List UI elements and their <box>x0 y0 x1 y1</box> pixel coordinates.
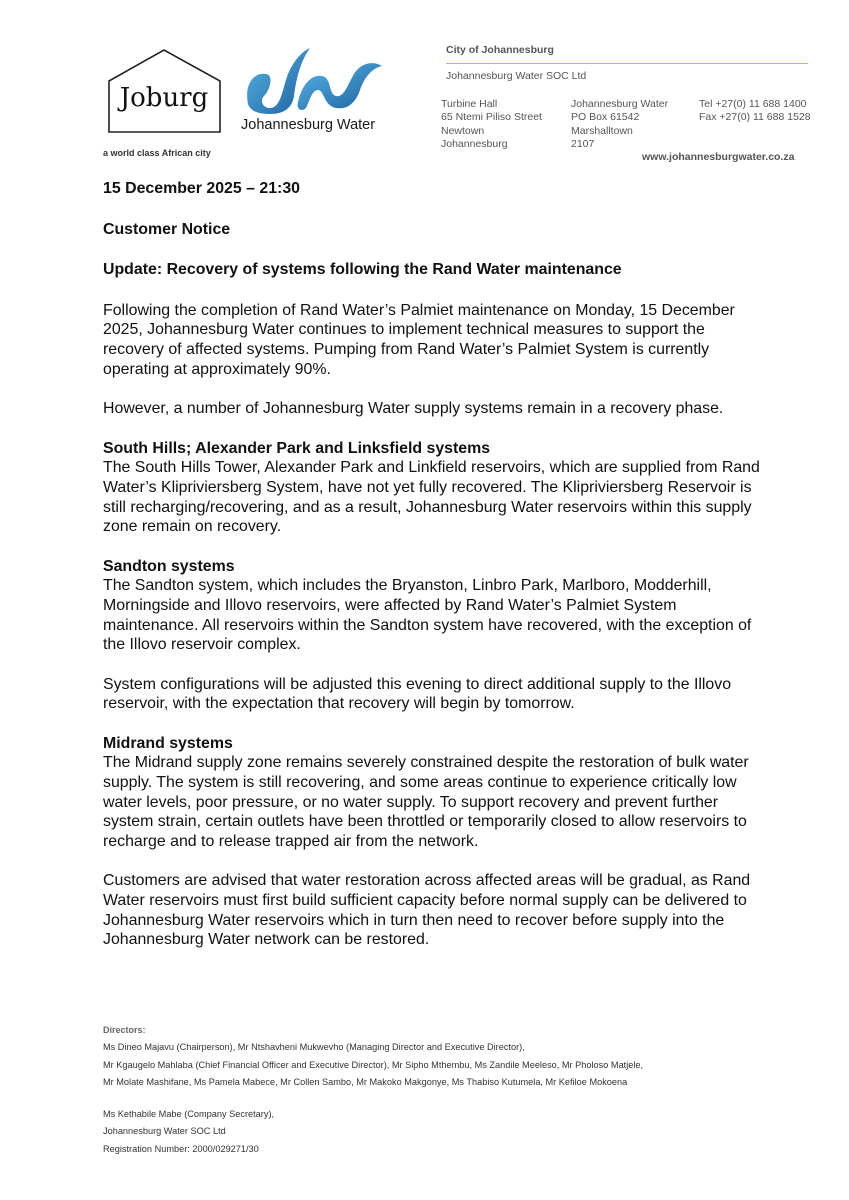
intro-paragraph: Following the completion of Rand Water’s Palmiet maintenance on Monday, 15 December 2025, Johannesburg Water continues to implement technical measures to support the recovery of affected systems. Pumping from Rand Water’s Palmiet System is currently operating at approximately 90%. <box>103 301 735 378</box>
company-name: Johannesburg Water SOC Ltd <box>446 70 587 82</box>
directors-line: Ms Dineo Majavu (Chairperson), Mr Ntshavheni Mukwevho (Managing Director and Executive Director), <box>103 1042 525 1053</box>
update-title: Update: Recovery of systems following the Rand Water maintenance <box>103 261 622 279</box>
physical-address <box>441 98 542 151</box>
address-line: Turbine Hall <box>441 98 498 110</box>
directors-label: Directors: <box>103 1025 146 1035</box>
company-secretary: Ms Kethabile Mabe (Company Secretary), <box>103 1109 275 1119</box>
johannesburg-water-logo-name: Johannesburg Water <box>241 117 376 133</box>
directors-line: Mr Molate Mashifane, Ms Pamela Mabece, Mr Collen Sambo, Mr Makoko Makgonye, Ms Thabiso Kutumela, Mr Kefiloe Mokoena <box>103 1076 628 1087</box>
section-heading-sandton: Sandton systems <box>103 557 235 575</box>
section-heading-south-hills: South Hills; Alexander Park and Linksfield systems <box>103 439 491 457</box>
footer-company-name: Johannesburg Water SOC Ltd <box>103 1126 226 1137</box>
address-line: 65 Ntemi Piliso Street <box>441 111 542 124</box>
customers-paragraph: Customers are advised that water restoration across affected areas will be gradual, as Rand Water reservoirs must first build sufficient capacity before normal supply can be delivered to Johannesburg Water reservoirs which in turn then need to recover before supply into the Johannesburg Water network can be restored. <box>103 872 751 949</box>
telephone: Tel +27(0) 11 688 1400 <box>699 98 807 110</box>
address-line: Johannesburg Water <box>571 98 669 110</box>
registration-number: Registration Number: 2000/029271/30 <box>103 1143 259 1154</box>
joburg-logo-text: Joburg <box>119 83 209 113</box>
fax: Fax +27(0) 11 688 1528 <box>699 111 811 124</box>
joburg-logo <box>107 46 222 134</box>
recovery-paragraph: However, a number of Johannesburg Water supply systems remain in a recovery phase. <box>103 400 724 418</box>
website-link[interactable]: www.johannesburgwater.co.za <box>642 151 795 163</box>
johannesburg-water-logo <box>240 44 390 120</box>
joburg-tagline: a world class African city <box>103 148 211 158</box>
notice-body <box>103 179 763 970</box>
company-details <box>103 1106 274 1158</box>
address-line: 2107 <box>571 137 595 150</box>
directors-block <box>103 1022 643 1091</box>
city-name: City of Johannesburg <box>446 44 554 56</box>
contact-numbers <box>699 98 811 125</box>
notice-type: Customer Notice <box>103 220 231 238</box>
section-heading-midrand: Midrand systems <box>103 734 233 752</box>
letterhead-divider <box>446 63 808 64</box>
address-line: Marshalltown <box>571 124 633 137</box>
notice-date: 15 December 2025 – 21:30 <box>103 180 301 197</box>
postal-address <box>571 98 668 151</box>
midrand-paragraph: The Midrand supply zone remains severely constrained despite the restoration of bulk water supply. The system is still recovering, and some areas continue to experience critically low water levels, poor pressure, or no water supply. To support recovery and prevent further system strain, certain outlets have been throttled or temporarily closed to allow reservoirs to recharge and to release trapped air from the network. <box>103 754 749 850</box>
directors-line: Mr Kgaugelo Mahlaba (Chief Financial Officer and Executive Director), Mr Sipho Mthembu, Ms Zandile Meeleso, Mr Pholoso Matjele, <box>103 1059 644 1070</box>
address-line: Newtown <box>441 124 485 137</box>
configuration-paragraph: System configurations will be adjusted this evening to direct additional supply to the Illovo reservoir, with the expectation that recovery will begin by tomorrow. <box>103 675 732 713</box>
sandton-paragraph: The Sandton system, which includes the Bryanston, Linbro Park, Marlboro, Modderhill, Morningside and Illovo reservoirs, were affected by Rand Water’s Palmiet System maintenance. All reservoirs within the Sandton system have recovered, with the exception of the Illovo reservoir complex. <box>103 577 752 654</box>
address-line: Johannesburg <box>441 137 508 150</box>
south-hills-paragraph: The South Hills Tower, Alexander Park and Linkfield reservoirs, which are supplied from Rand Water’s Klipriviersberg System, have not yet fully recovered. The Klipriviersberg Reservoir is still recharging/recovering, and as a result, Johannesburg Water reservoirs within this supply zone remain on recovery. <box>103 459 760 536</box>
address-line: PO Box 61542 <box>571 111 640 124</box>
